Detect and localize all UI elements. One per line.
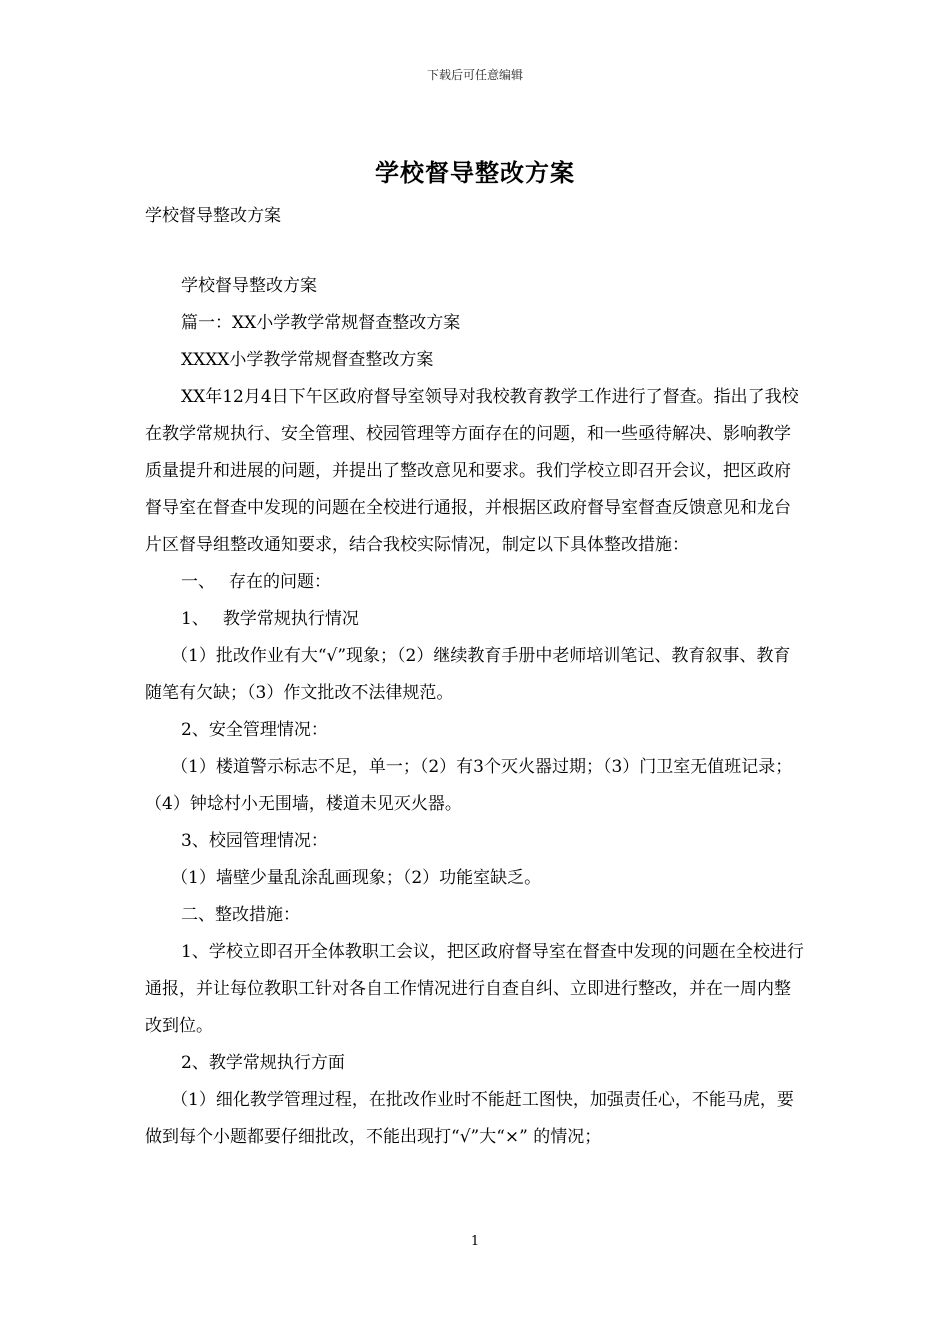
page-header: 下载后可任意编辑 — [426, 68, 523, 82]
paragraph: （1）墙壁少量乱涂乱画现象；（2）功能室缺乏。 — [171, 868, 542, 888]
paragraph: XX年12月4日下午区政府督导室领导对我校教育教学工作进行了督查。指出了我校在教学常规执行、安全管理、校园管理等方面存在的问题，和一些亟待解决、影响教学质量提升和进展的问题，并提出了整改意见和要求。我们学校立即召开会议，把区政府督导室在督查中发现的问题在全校进行通报，并根据区政府督导室督查反馈意见和龙台片区督导组整改通知要求，结合我校实际情况，制定以下具体整改措施： — [145, 387, 799, 555]
paragraph: 1、学校立即召开全体教职工会议，把区政府督导室在督查中发现的问题在全校进行通报，并让每位教职工针对各自工作情况进行自查自纠、立即进行整改，并在一周内整改到位。 — [145, 942, 804, 1036]
section-label: 存在的问题： — [229, 572, 331, 592]
paragraph: 学校督导整改方案 — [181, 276, 317, 296]
paragraph: 2、教学常规执行方面 — [181, 1053, 345, 1073]
section-number: 一、 — [181, 572, 215, 592]
paragraph: （1）批改作业有大“√”现象；（2）继续教育手册中老师培训笔记、教育叙事、教育随笔有欠缺；（3）作文批改不法律规范。 — [145, 646, 791, 703]
paragraph: XXXX小学教学常规督查整改方案 — [181, 350, 434, 370]
subsection-number: 1、 — [181, 609, 209, 629]
paragraph: （1）楼道警示标志不足，单一；（2）有3个灭火器过期；（3）门卫室无值班记录；（4）钟埝村小无围墙，楼道未见灭火器。 — [145, 757, 793, 814]
document-title: 学校督导整改方案 — [375, 158, 575, 187]
paragraph: （1）细化教学管理过程，在批改作业时不能赶工图快，加强责任心，不能马虎，要做到每个小题都要仔细批改，不能出现打“√”大“×” 的情况； — [145, 1090, 794, 1147]
page-number: 1 — [470, 1234, 480, 1249]
document-body — [145, 268, 805, 1156]
paragraph: 二、整改措施： — [181, 905, 300, 925]
subsection-label: 教学常规执行情况 — [222, 609, 359, 629]
paragraph: 3、校园管理情况： — [181, 831, 328, 851]
document-subtitle: 学校督导整改方案 — [145, 206, 281, 226]
paragraph: 2、安全管理情况： — [181, 720, 328, 740]
paragraph: 篇一：XX小学教学常规督查整改方案 — [181, 313, 461, 333]
subsection-heading — [145, 601, 805, 638]
section-heading — [145, 564, 805, 601]
